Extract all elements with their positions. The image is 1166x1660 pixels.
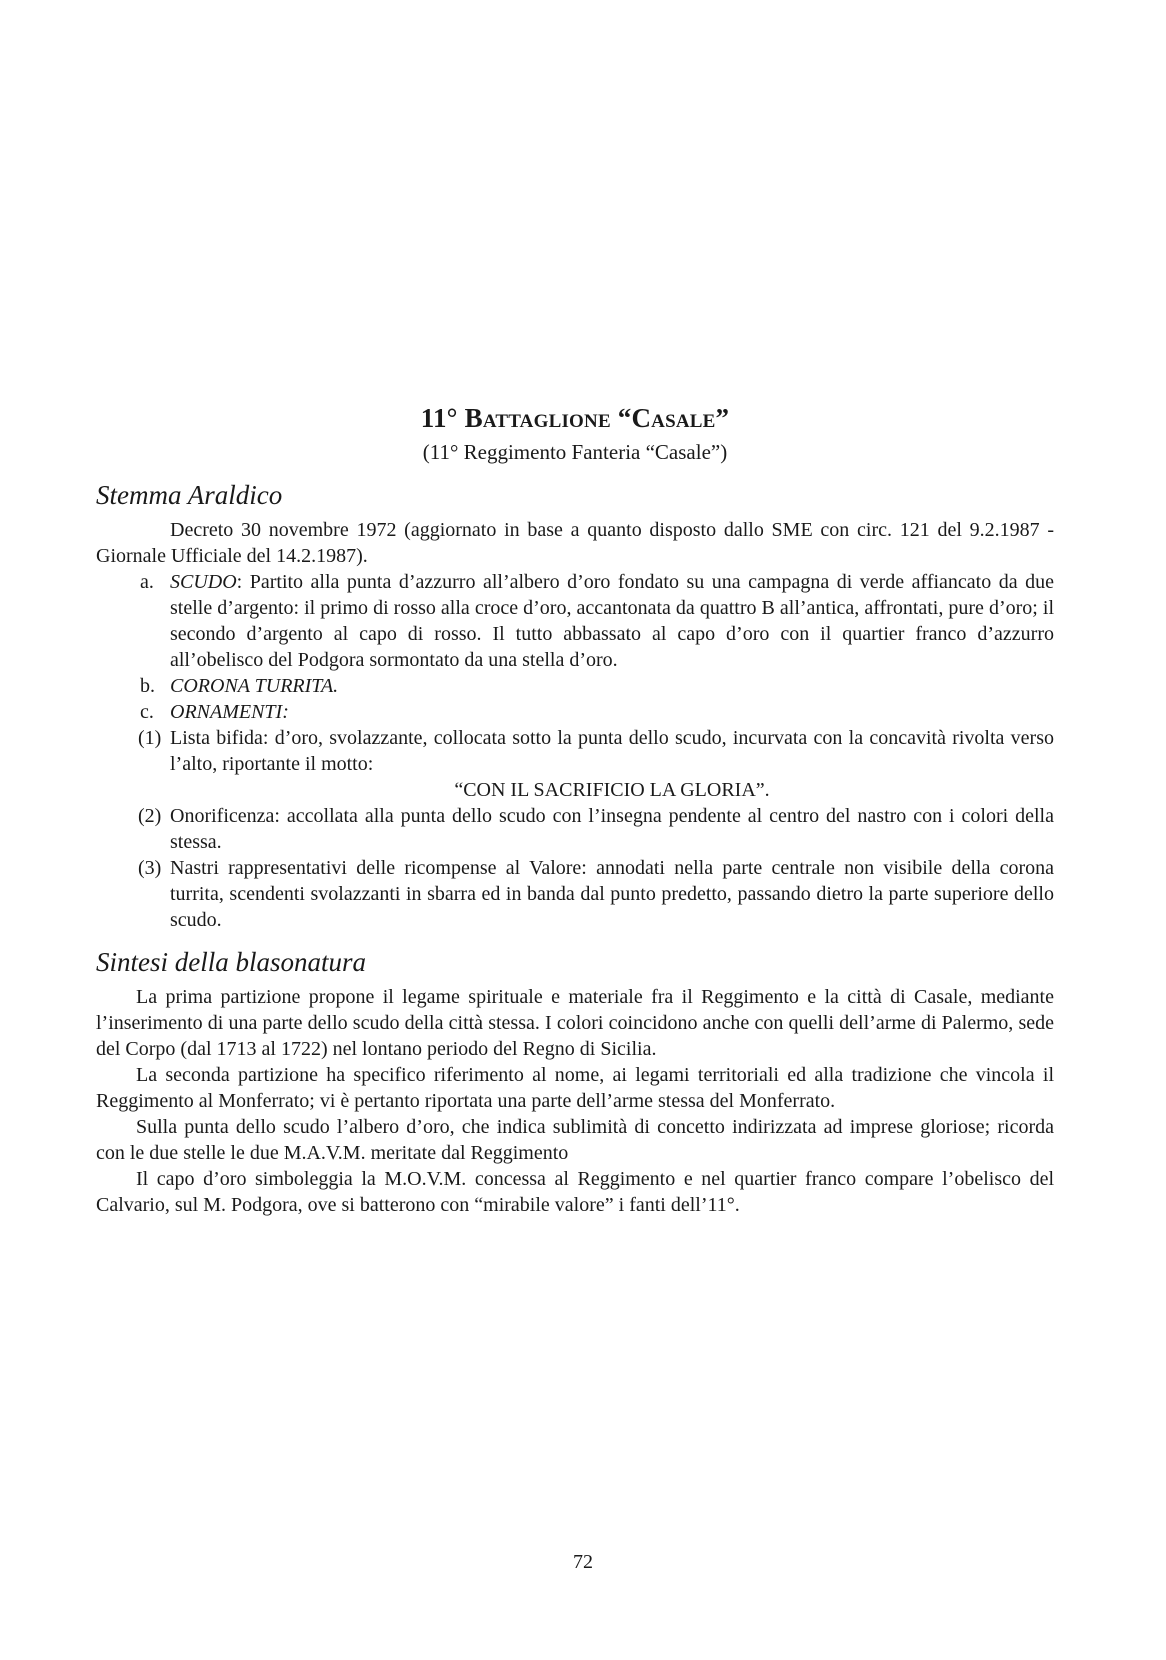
sintesi-paragraph: Sulla punta dello scudo l’albero d’oro, che indica sublimità di concetto indirizzata ad imprese gloriose; ricorda con le due stelle le due M.A.V.M. meritate dal Reggimento <box>96 1116 1054 1164</box>
ornament-text: Onorificenza: accollata alla punta dello scudo con l’insegna pendente al centro del nastro con i colori della stessa. <box>170 805 1054 853</box>
sintesi-paragraph: La prima partizione propone il legame spirituale e materiale fra il Reggimento e la città di Casale, mediante l’inserimento di una parte dello scudo della città stessa. I colori coincidono anche con quelli dell’arme di Palermo, sede del Corpo (dal 1713 al 1722) nel lontano periodo del Regno di Sicilia. <box>96 986 1054 1060</box>
ornament-item-1 <box>96 725 1054 777</box>
section-heading-sintesi: Sintesi della blasonatura <box>96 947 366 977</box>
page-title <box>96 402 1054 434</box>
ornament-item-2 <box>96 803 1054 855</box>
motto: “CON IL SACRIFICIO LA GLORIA”. <box>454 779 770 801</box>
ornament-item-3 <box>96 855 1054 933</box>
list-marker: b. <box>140 675 155 697</box>
item-text: : Partito alla punta d’azzurro all’albero d’oro fondato su una campagna di verde affiancato da due stelle d’argento: il primo di rosso alla croce d’oro, accantonata da quattro B all’antica, affrontati, pure d’oro; il secondo d’argento al capo di rosso. Il tutto abbassato al capo d’oro con il quartier franco d’azzurro all’obelisco del Podgora sormontato da una stella d’oro. <box>170 571 1054 671</box>
sintesi-paragraph: La seconda partizione ha specifico riferimento al nome, ai legami territoriali ed alla tradizione che vincola il Reggimento al Monferrato; vi è pertanto riportata una parte dell’arme stessa del Monferrato. <box>96 1064 1054 1112</box>
ornament-marker: (2) <box>138 805 162 827</box>
list-marker: c. <box>140 701 154 723</box>
page-number: 72 <box>573 1551 593 1573</box>
item-label: ORNAMENTI: <box>170 701 289 723</box>
decree-paragraph: Decreto 30 novembre 1972 (aggiornato in base a quanto disposto dallo SME con circ. 121 del 9.2.1987 - Giornale Ufficiale del 14.2.1987). <box>96 519 1054 567</box>
sintesi-body <box>96 984 1054 1218</box>
item-label: SCUDO <box>170 571 237 593</box>
sintesi-paragraph: Il capo d’oro simboleggia la M.O.V.M. concessa al Reggimento e nel quartier franco compare l’obelisco del Calvario, sul M. Podgora, ove si batterono con “mirabile valore” i fanti dell’11°. <box>96 1168 1054 1216</box>
list-marker: a. <box>140 571 154 593</box>
page-content <box>96 402 1054 1218</box>
title-name: “Casale” <box>617 403 730 433</box>
ornament-text: Lista bifida: d’oro, svolazzante, collocata sotto la punta dello scudo, incurvata con la concavità rivolta verso l’alto, riportante il motto: <box>170 727 1054 775</box>
list-item-corona <box>96 673 1054 699</box>
title-number: 11° <box>420 403 458 433</box>
ornament-marker: (3) <box>138 857 162 879</box>
ornament-text: Nastri rappresentativi delle ricompense al Valore: annodati nella parte centrale non visibile della corona turrita, scendenti svolazzanti in sbarra ed in banda dal punto predetto, passando dietro la parte superiore dello scudo. <box>170 857 1054 931</box>
item-label: CORONA TURRITA. <box>170 675 339 697</box>
page-subtitle: (11° Reggimento Fanteria “Casale”) <box>422 440 728 464</box>
list-item-ornamenti <box>96 699 1054 725</box>
title-word: Battaglione <box>464 403 611 433</box>
ornament-marker: (1) <box>138 727 162 749</box>
list-item-scudo <box>96 569 1054 673</box>
section-heading-stemma: Stemma Araldico <box>96 480 283 510</box>
